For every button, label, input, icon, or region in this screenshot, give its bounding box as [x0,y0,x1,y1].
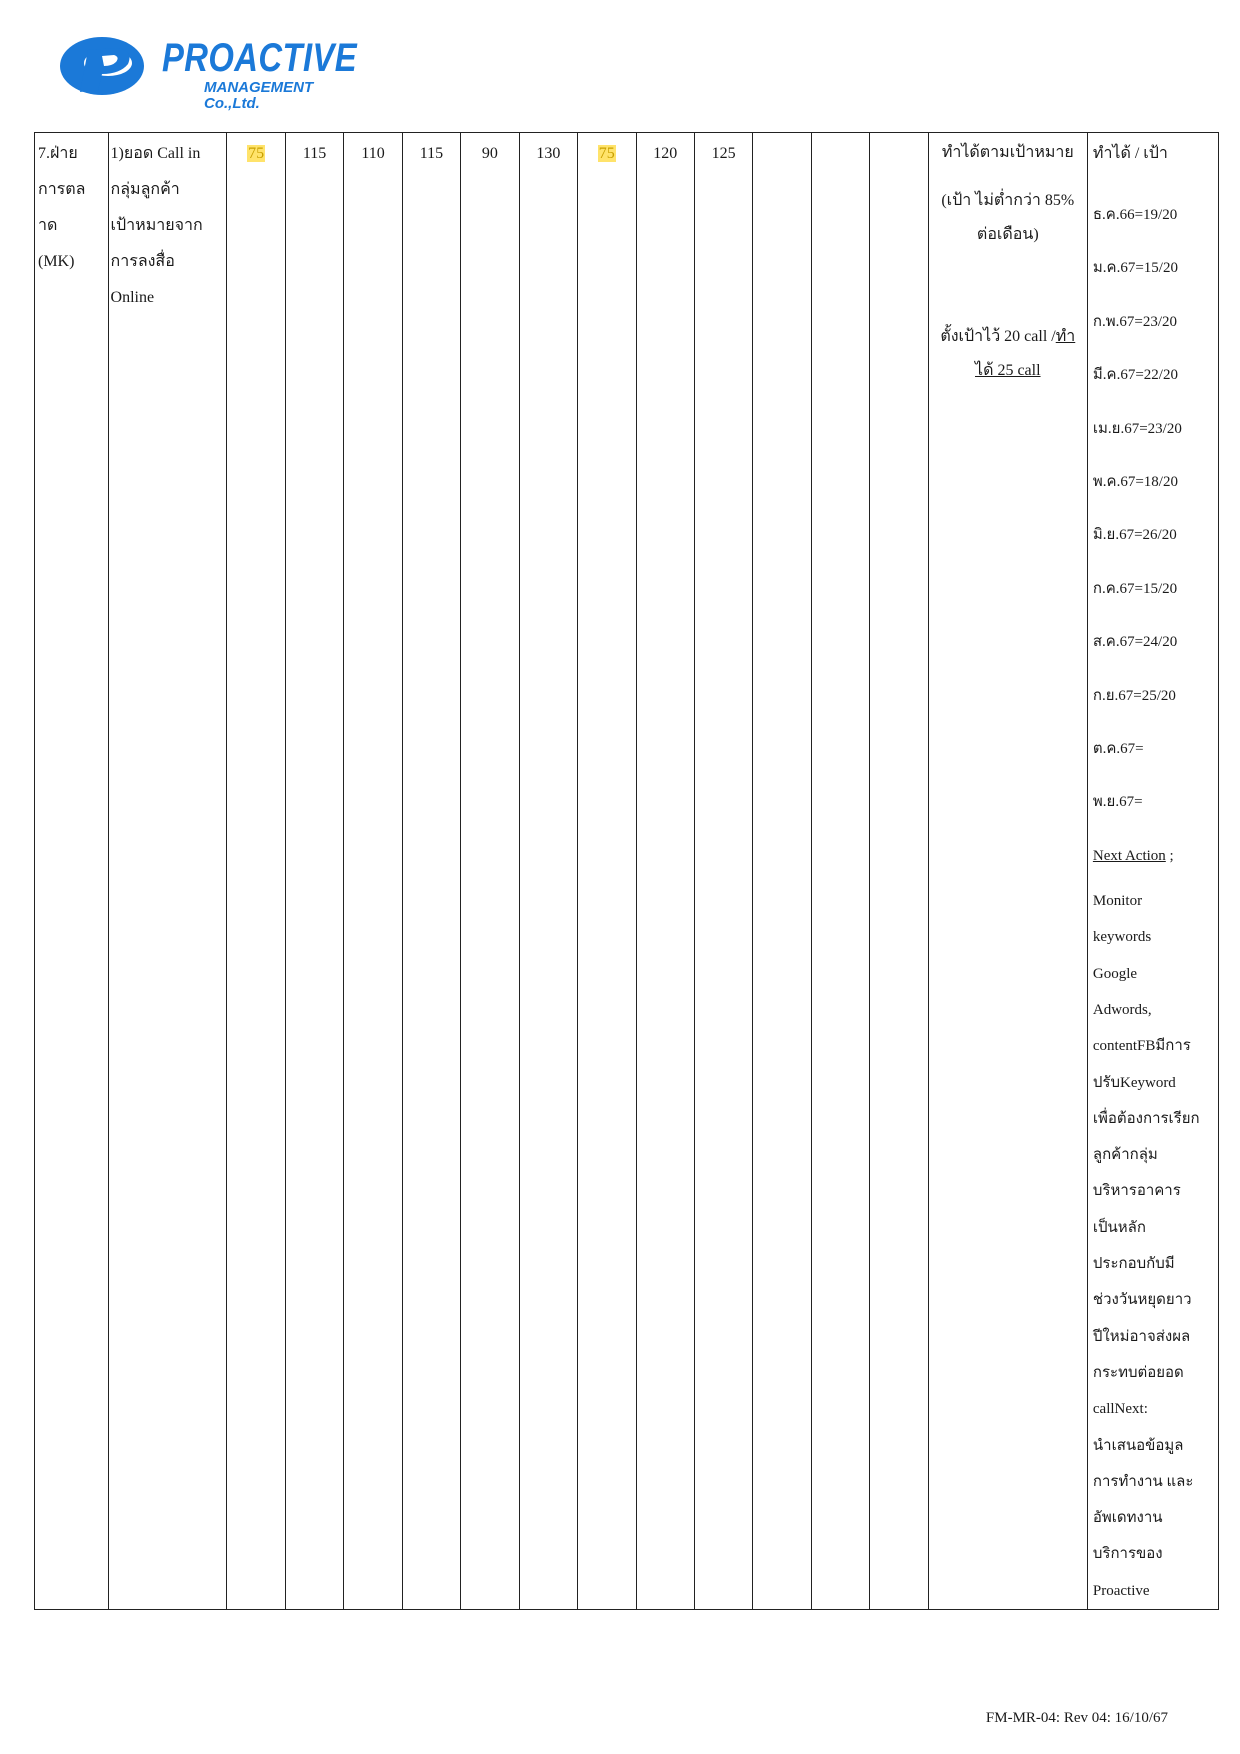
form-code: FM-MR-04: Rev 04: 16/10/67 [985,1710,1168,1726]
logo-subtitle: MANAGEMENT Co.,Ltd. [204,79,314,112]
note-line: ลูกค้ากลุ่ม [1092,1147,1158,1164]
department-line: การตล [38,181,86,198]
value-cell [285,133,343,1610]
value-cell [753,133,811,1610]
value-text: 125 [711,145,736,162]
next-action-label: Next Action [1092,847,1166,864]
month-result: เม.ย.67=23/20 [1092,420,1182,437]
next-action-line [1093,830,1218,883]
kpi-line: Online [110,289,155,306]
note-line: การทำงาน และ [1092,1473,1194,1490]
value-cell [694,133,752,1610]
department-cell [35,133,109,1610]
value-cell [344,133,402,1610]
proactive-p-globe-logo-icon [58,30,150,102]
note-line: บริหารอาคาร [1092,1183,1181,1200]
value-text: 115 [419,145,444,162]
target-done: ทำ [1055,328,1076,345]
note-line: Monitor [1092,893,1143,910]
value-text: 120 [653,145,678,162]
note-line: callNext: [1092,1401,1148,1418]
table-row [35,133,1219,1610]
kpi-line: เป้าหมายจาก [110,217,203,234]
kpi-line: กลุ่มลูกค้า [110,181,180,198]
result-header: ทำได้ / เป้า [1092,145,1168,162]
target-line [933,320,1083,354]
value-text: 75 [598,145,615,162]
kpi-line: 1)ยอด Call in [110,145,201,162]
note-line: Proactive [1092,1582,1150,1599]
note-line: เพื่อต้องการเรียก [1092,1110,1200,1127]
value-cell [519,133,577,1610]
value-text: 130 [536,145,561,162]
value-cell [227,133,285,1610]
note-line: keywords [1092,929,1152,946]
note-line: นำเสนอข้อมูล [1092,1437,1184,1454]
month-result: ก.พ.67=23/20 [1092,313,1177,330]
note-line: กระทบต่อยอด [1092,1364,1184,1381]
target-done-line: ได้ 25 call [975,362,1041,379]
value-cell [636,133,694,1610]
note-line: Adwords, [1092,1001,1152,1018]
note-line: ช่วงวันหยุดยาว [1092,1292,1192,1309]
month-result: ก.ค.67=15/20 [1092,580,1178,597]
department-line: (MK) [38,253,75,270]
status-line: (เป้า ไม่ต่ำกว่า 85% [941,192,1075,209]
note-line: ประกอบกับมี [1092,1256,1175,1273]
result-cell [1087,133,1218,1610]
kpi-line: การลงสื่อ [110,253,175,270]
department-line: าด [38,217,58,234]
value-cell [461,133,519,1610]
month-result: มิ.ย.67=26/20 [1092,527,1177,544]
value-text: 115 [302,145,327,162]
department-line: 7.ฝ่าย [38,145,78,162]
note-line: ปรับKeyword [1092,1074,1176,1091]
value-cell [811,133,869,1610]
company-logo [58,26,358,112]
status-cell [928,133,1087,1610]
value-text: 90 [481,145,498,162]
value-text: 75 [248,145,265,162]
month-result: ก.ย.67=25/20 [1092,687,1176,704]
value-cell [870,133,928,1610]
month-result: ส.ค.67=24/20 [1092,634,1178,651]
value-cell [402,133,460,1610]
target-prefix: ตั้งเป้าไว้ 20 call / [940,328,1056,345]
month-result: พ.ย.67= [1092,794,1143,811]
note-line: อัพเดทงาน [1092,1510,1163,1527]
value-cell [578,133,636,1610]
kpi-report-table [34,132,1219,1610]
note-line: contentFBมีการ [1092,1038,1191,1055]
month-result: มี.ค.67=22/20 [1092,367,1178,384]
note-line: บริการของ [1092,1546,1163,1563]
note-line: Google [1092,965,1138,982]
status-line: ต่อเดือน) [976,226,1039,243]
next-action-suffix: ; [1165,847,1174,864]
kpi-cell [108,133,227,1610]
note-line: ปีใหม่อาจส่งผล [1092,1328,1191,1345]
note-line: เป็นหลัก [1092,1219,1146,1236]
logo-wordmark: PROACTIVE [162,36,358,80]
month-result: พ.ค.67=18/20 [1092,473,1178,490]
month-result: ธ.ค.66=19/20 [1092,207,1178,223]
month-result: ต.ค.67= [1092,740,1144,757]
status-line: ทำได้ตามเป้าหมาย [941,144,1074,161]
month-result: ม.ค.67=15/20 [1092,260,1178,277]
value-text: 110 [361,145,385,162]
